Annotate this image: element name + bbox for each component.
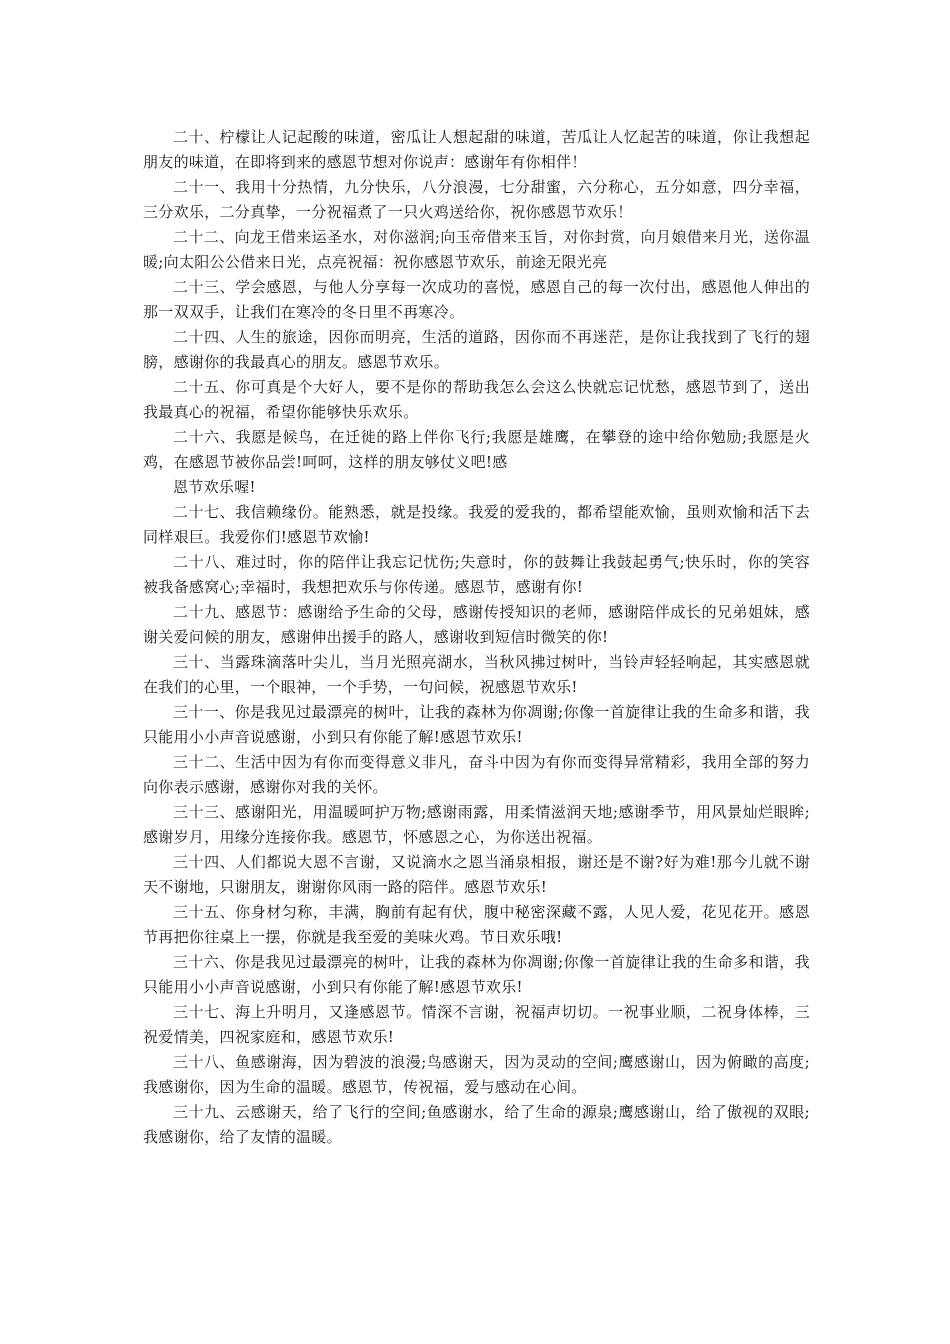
paragraph-23: 二十三、学会感恩，与他人分享每一次成功的喜悦，感恩自己的每一次付出，感恩他人伸出的那一双双手，让我们在寒冷的冬日里不再寒冷。 [143, 278, 810, 321]
paragraph-37: 三十七、海上升明月，又逢感恩节。情深不言谢，祝福声切切。一祝事业顺，二祝身体棒，三祝爱情美，四祝家庭和，感恩节欢乐! [143, 1003, 810, 1046]
paragraph-27: 二十七、我信赖缘份。能熟悉，就是投缘。我爱的爱我的，都希望能欢愉，虽则欢愉和活下去同样艰巨。我爱你们!感恩节欢愉! [143, 503, 810, 546]
paragraph-28: 二十八、难过时，你的陪伴让我忘记忧伤;失意时，你的鼓舞让我鼓起勇气;快乐时，你的笑容被我备感窝心;幸福时，我想把欢乐与你传递。感恩节，感谢有你! [143, 553, 810, 596]
document-body [143, 125, 810, 1150]
paragraph-38: 三十八、鱼感谢海，因为碧波的浪漫;鸟感谢天，因为灵动的空间;鹰感谢山，因为俯瞰的高度;我感谢你，因为生命的温暖。感恩节，传祝福，爱与感动在心间。 [143, 1053, 810, 1096]
paragraph-25: 二十五、你可真是个大好人，要不是你的帮助我怎么会这么快就忘记忧愁，感恩节到了，送出我最真心的祝福，希望你能够快乐欢乐。 [143, 378, 810, 421]
paragraph-32: 三十二、生活中因为有你而变得意义非凡，奋斗中因为有你而变得异常精彩，我用全部的努力向你表示感谢，感谢你对我的关怀。 [143, 753, 810, 796]
paragraph-29: 二十九、感恩节：感谢给予生命的父母，感谢传授知识的老师，感谢陪伴成长的兄弟姐妹，感谢关爱问候的朋友，感谢伸出援手的路人，感谢收到短信时微笑的你! [143, 603, 810, 646]
paragraph-22: 二十二、向龙王借来运圣水，对你滋润;向玉帝借来玉旨，对你封赏，向月娘借来月光，送你温暖;向太阳公公借来日光，点亮祝福：祝你感恩节欢乐，前途无限光亮 [143, 228, 810, 271]
paragraph-26-continued: 恩节欢乐喔! [173, 478, 256, 496]
paragraph-21: 二十一、我用十分热情，九分快乐，八分浪漫，七分甜蜜，六分称心，五分如意，四分幸福，三分欢乐，二分真挚，一分祝福煮了一只火鸡送给你，祝你感恩节欢乐！ [143, 178, 810, 221]
paragraph-31: 三十一、你是我见过最漂亮的树叶，让我的森林为你凋谢;你像一首旋律让我的生命多和谐，我只能用小小声音说感谢，小到只有你能了解!感恩节欢乐! [143, 703, 810, 746]
paragraph-36: 三十六、你是我见过最漂亮的树叶，让我的森林为你凋谢;你像一首旋律让我的生命多和谐，我只能用小小声音说感谢，小到只有你能了解!感恩节欢乐! [143, 953, 810, 996]
paragraph-26: 二十六、我愿是候鸟，在迁徙的路上伴你飞行;我愿是雄鹰，在攀登的途中给你勉励;我愿是火鸡，在感恩节被你品尝!呵呵，这样的朋友够仗义吧!感 [143, 428, 810, 471]
paragraph-20: 二十、柠檬让人记起酸的味道，密瓜让人想起甜的味道，苦瓜让人忆起苦的味道，你让我想起朋友的味道，在即将到来的感恩节想对你说声：感谢年有你相伴！ [143, 128, 810, 171]
paragraph-35: 三十五、你身材匀称，丰满，胸前有起有伏，腹中秘密深藏不露，人见人爱，花见花开。感恩节再把你往桌上一摆，你就是我至爱的美味火鸡。节日欢乐哦! [143, 903, 810, 946]
paragraph-33: 三十三、感谢阳光，用温暖呵护万物;感谢雨露，用柔情滋润天地;感谢季节，用风景灿烂眼眸;感谢岁月，用缘分连接你我。感恩节，怀感恩之心，为你送出祝福。 [143, 803, 810, 846]
paragraph-39: 三十九、云感谢天，给了飞行的空间;鱼感谢水，给了生命的源泉;鹰感谢山，给了傲视的双眼;我感谢你，给了友情的温暖。 [143, 1103, 810, 1146]
paragraph-24: 二十四、人生的旅途，因你而明亮，生活的道路，因你而不再迷茫，是你让我找到了飞行的翅膀，感谢你的我最真心的朋友。感恩节欢乐。 [143, 328, 810, 371]
paragraph-34: 三十四、人们都说大恩不言谢，又说滴水之恩当涌泉相报，谢还是不谢?好为难!那今儿就不谢天不谢地，只谢朋友，谢谢你风雨一路的陪伴。感恩节欢乐! [143, 853, 810, 896]
paragraph-30: 三十、当露珠滴落叶尖儿，当月光照亮湖水，当秋风拂过树叶，当铃声轻轻响起，其实感恩就在我们的心里，一个眼神，一个手势，一句问候，祝感恩节欢乐! [143, 653, 810, 696]
